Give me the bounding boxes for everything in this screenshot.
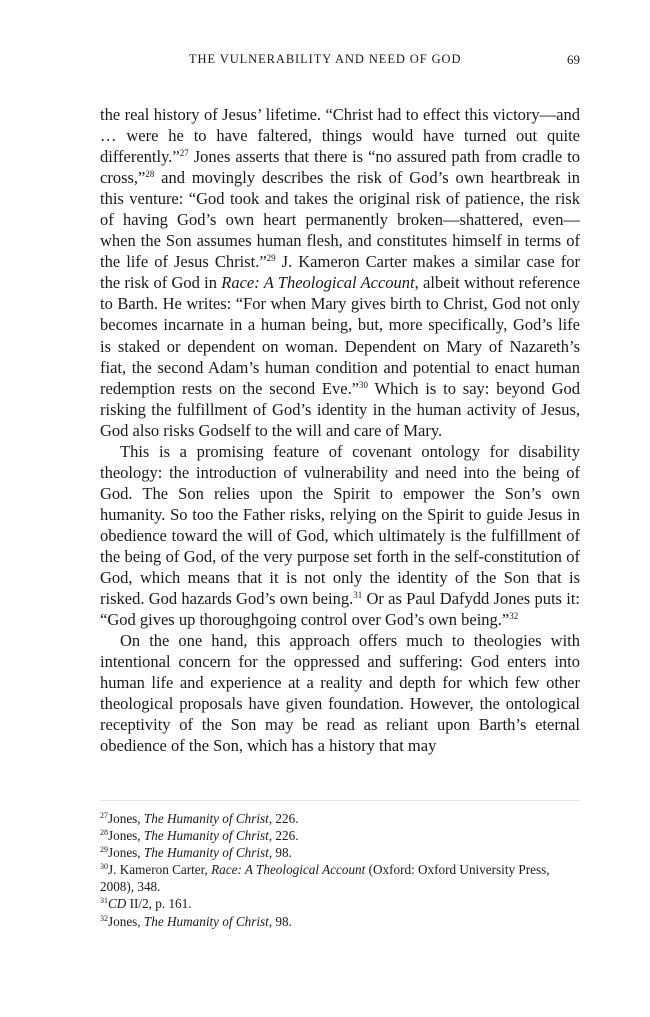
footnote-text: , 226. <box>268 811 299 826</box>
text-run: Jones asserts that there is “no assured path from cradle to cross,” <box>100 147 580 188</box>
paragraph-2 <box>100 441 580 630</box>
text-run: , albeit without reference to Barth. He writes: “For when Mary gives birth to Christ, God not only becomes incarnate in a human being, but, more specifically, God’s life is staked or dependent on woman. Dependent on Mary of Nazareth’s fiat, the second Adam’s human condition and potential to enact human redemption rests on the second Eve.” <box>100 273 581 398</box>
footnote-text: Jones, <box>108 845 144 861</box>
footnote-ref-32[interactable]: 32 <box>509 611 519 622</box>
page-header <box>100 52 580 70</box>
text-run: the real history of Jesus’ lifetime. “Christ had to effect this victory—and … were he to have faltered, things would have turned out quite differently.” <box>100 105 580 167</box>
footnote-title: CD <box>108 896 127 912</box>
footnote-text: II/2, p. 161. <box>126 896 192 912</box>
paragraph-1 <box>100 104 580 441</box>
footnote-text: Jones, <box>108 913 144 929</box>
text-run: and movingly describes the risk of God’s own heartbreak in this venture: “God took and takes the original risk of patience, the risk of having God’s own heart permanently broken—shattered, even—when the Son assumes human flesh, and constitutes himself in terms of the life of Jesus Christ.” <box>100 168 580 272</box>
body-text <box>100 104 580 756</box>
footnote-ref-27[interactable]: 27 <box>179 148 189 159</box>
footnote-text: Jones, <box>108 811 144 826</box>
footnote-title: The Humanity of Christ <box>143 828 269 844</box>
footnote-text: , 98. <box>268 845 292 861</box>
footnote-number: 28 <box>100 828 108 838</box>
footnote-31 <box>100 895 580 912</box>
text-run: Or as Paul Dafydd Jones puts it: “God gives up thoroughgoing control over God’s own being.” <box>100 589 580 630</box>
footnote-29 <box>100 844 580 861</box>
footnote-ref-31[interactable]: 31 <box>353 590 363 601</box>
footnote-text: J. Kameron Carter, <box>108 862 212 878</box>
footnote-32 <box>100 913 580 930</box>
footnotes <box>100 810 580 930</box>
footnote-number: 31 <box>100 896 108 906</box>
footnote-text: , 226. <box>268 828 299 844</box>
footnote-title: The Humanity of Christ <box>143 845 269 861</box>
footnote-ref-28[interactable]: 28 <box>145 169 155 180</box>
text-run: J. Kameron Carter makes a similar case for the risk of God in <box>100 252 580 293</box>
footnote-text: (Oxford: Oxford University Press, 2008), 348. <box>100 862 550 895</box>
footnote-number: 27 <box>100 811 108 820</box>
text-run: Which is to say: beyond God risking the fulfillment of God’s identity in the human activity of Jesus, God also risks Godself to the will and care of Mary. <box>100 378 580 440</box>
footnote-divider <box>100 800 580 801</box>
footnote-text: , 98. <box>268 913 292 929</box>
footnote-number: 32 <box>100 913 108 923</box>
book-title: Race: A Theological Account <box>221 273 415 293</box>
footnote-28 <box>100 827 580 844</box>
footnote-number: 30 <box>100 862 108 872</box>
running-head: THE VULNERABILITY AND NEED OF GOD <box>189 52 462 66</box>
footnote-number: 29 <box>100 845 108 855</box>
text-run: This is a promising feature of covenant ontology for disability theology: the introduction of vulnerability and need into the being of God. The Son relies upon the Spirit to empower the Son’s own humanity. So too the Father risks, relying on the Spirit to guide Jesus in obedience toward the will of God, which ultimately is the fulfillment of the being of God, of the very purpose set forth in the self-constitution of God, which means that it is not only the identity of the Son that is risked. God hazards God’s own being. <box>100 441 580 609</box>
page-number: 69 <box>567 52 580 67</box>
footnote-30 <box>100 861 580 895</box>
footnote-27 <box>100 810 580 827</box>
paragraph-3: On the one hand, this approach offers much to theologies with intentional concern for the oppressed and suffering: God enters into human life and experience at a reality and depth for which few other theological proposals have given foundation. However, the ontological receptivity of the Son may be read as reliant upon Barth’s eternal obedience of the Son, which has a history that may <box>100 631 580 756</box>
footnote-text: Jones, <box>108 828 144 844</box>
footnote-ref-29[interactable]: 29 <box>266 253 276 264</box>
footnote-ref-30[interactable]: 30 <box>359 379 369 390</box>
footnote-title: The Humanity of Christ <box>143 811 269 826</box>
footnote-title: The Humanity of Christ <box>143 913 269 929</box>
footnote-title: Race: A Theological Account <box>211 862 366 878</box>
